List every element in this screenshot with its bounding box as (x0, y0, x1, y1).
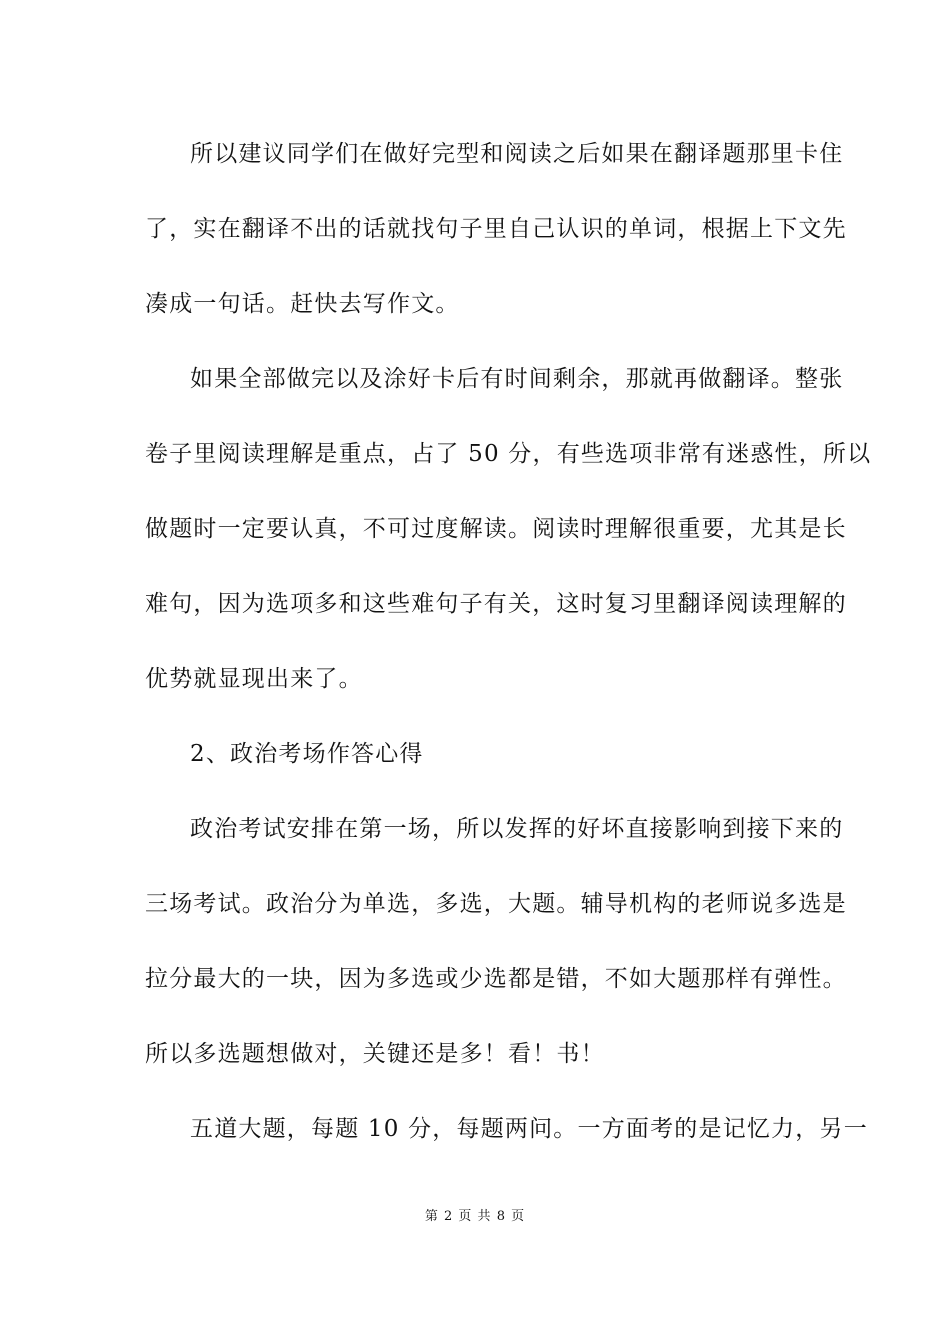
paragraph-line: 难句，因为选项多和这些难句子有关，这时复习里翻译阅读理解的 (145, 591, 847, 617)
paragraph-line: 优势就显现出来了。 (145, 666, 363, 692)
paragraph-line: 了，实在翻译不出的话就找句子里自己认识的单词，根据上下文先 (145, 216, 847, 242)
paragraph-line: 凑成一句话。赶快去写作文。 (145, 291, 460, 317)
paragraph-line: 拉分最大的一块，因为多选或少选都是错，不如大题那样有弹性。 (145, 966, 847, 992)
page-footer: 第 2 页 共 8 页 (424, 1209, 526, 1224)
paragraph-line: 做题时一定要认真，不可过度解读。阅读时理解很重要，尤其是长 (145, 516, 847, 542)
paragraph-line: 三场考试。政治分为单选，多选，大题。辅导机构的老师说多选是 (145, 891, 847, 917)
paragraph-line: 政治考试安排在第一场，所以发挥的好坏直接影响到接下来的 (190, 816, 844, 842)
section-heading: 2、政治考场作答心得 (190, 741, 424, 767)
paragraph-line: 所以建议同学们在做好完型和阅读之后如果在翻译题那里卡住 (190, 141, 844, 167)
paragraph-line: 所以多选题想做对，关键还是多！看！书！ (145, 1041, 605, 1067)
paragraph-line: 五道大题，每题 10 分，每题两问。一方面考的是记忆力，另一 (190, 1116, 868, 1142)
paragraph-line: 如果全部做完以及涂好卡后有时间剩余，那就再做翻译。整张 (190, 366, 844, 392)
paragraph-line: 卷子里阅读理解是重点，占了 50 分，有些选项非常有迷惑性，所以 (145, 441, 872, 467)
